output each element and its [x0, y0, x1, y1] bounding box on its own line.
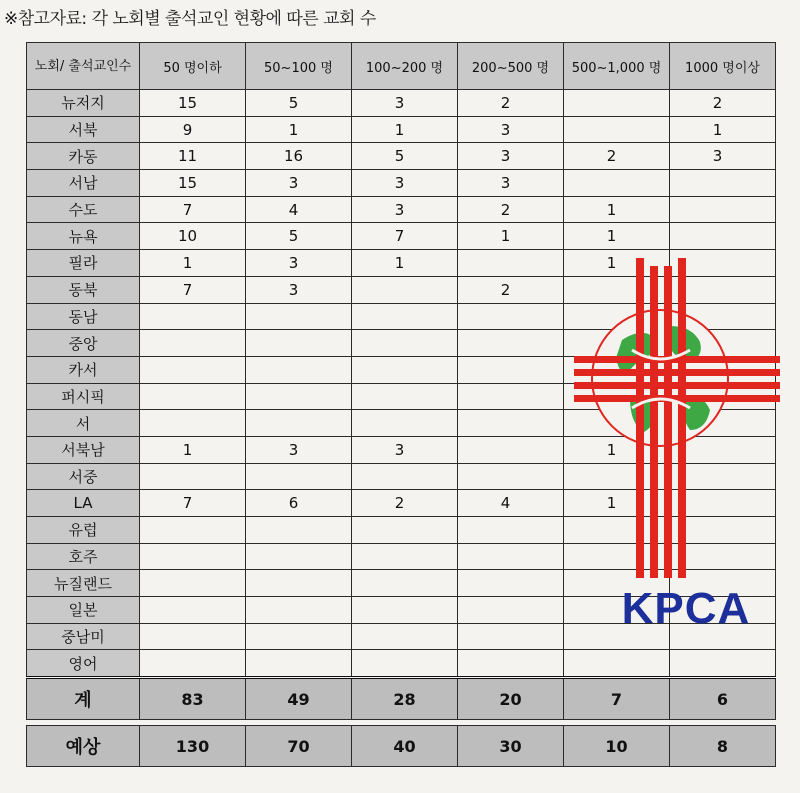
expected-row [27, 726, 776, 767]
row-label: 서중 [27, 463, 140, 490]
expected-row-label: 예상 [27, 726, 140, 767]
table-cell: 2 [458, 196, 564, 223]
table-cell [670, 650, 776, 678]
table-cell [352, 383, 458, 410]
table-cell [670, 196, 776, 223]
table-cell: 2 [458, 276, 564, 303]
table-cell: 3 [246, 250, 352, 277]
table-cell [246, 543, 352, 570]
table-cell [246, 597, 352, 624]
table-cell: 7 [140, 276, 246, 303]
table-cell: 3 [458, 116, 564, 143]
table-cell: 1 [458, 223, 564, 250]
table-cell [352, 356, 458, 383]
table-cell [458, 517, 564, 544]
table-cell [246, 303, 352, 330]
expected-row-cell: 10 [564, 726, 670, 767]
table-cell: 11 [140, 143, 246, 170]
table-cell [246, 383, 352, 410]
table-cell [352, 517, 458, 544]
table-cell [140, 303, 246, 330]
table-cell: 3 [246, 436, 352, 463]
total-row-cell: 49 [246, 678, 352, 720]
row-label: 뉴욕 [27, 223, 140, 250]
row-label: 중남미 [27, 623, 140, 650]
total-row-label: 계 [27, 678, 140, 720]
table-cell [140, 650, 246, 678]
table-cell: 4 [246, 196, 352, 223]
table-cell: 1 [564, 436, 670, 463]
caption: ※참고자료: 각 노회별 출석교인 현황에 따른 교회 수 [4, 9, 376, 29]
table-cell [352, 330, 458, 357]
column-header: 100~200 명 [352, 43, 458, 90]
table-cell [140, 410, 246, 437]
table-cell [140, 623, 246, 650]
table-cell: 1 [670, 116, 776, 143]
table-cell: 5 [246, 223, 352, 250]
row-label: 유럽 [27, 517, 140, 544]
row-label: 서 [27, 410, 140, 437]
table-cell [246, 356, 352, 383]
table-cell: 15 [140, 170, 246, 197]
table-cell [458, 650, 564, 678]
table-cell [246, 463, 352, 490]
table-cell: 1 [564, 223, 670, 250]
table-cell [458, 410, 564, 437]
table-cell: 7 [352, 223, 458, 250]
column-header: 1000 명이상 [670, 43, 776, 90]
expected-row-cell: 70 [246, 726, 352, 767]
total-row-cell: 6 [670, 678, 776, 720]
table-cell: 16 [246, 143, 352, 170]
table-cell: 2 [670, 90, 776, 117]
table-cell: 3 [352, 196, 458, 223]
row-label: 서북 [27, 116, 140, 143]
table-cell [352, 410, 458, 437]
table-cell: 3 [670, 143, 776, 170]
header-row [27, 43, 776, 90]
table-cell: 1 [140, 436, 246, 463]
table-cell: 1 [564, 490, 670, 517]
table-cell [458, 597, 564, 624]
table-row [27, 223, 776, 250]
table-cell: 3 [352, 436, 458, 463]
row-label: 수도 [27, 196, 140, 223]
table-row [27, 143, 776, 170]
table-cell [458, 330, 564, 357]
table-cell [458, 436, 564, 463]
table-cell: 10 [140, 223, 246, 250]
column-header: 200~500 명 [458, 43, 564, 90]
table-cell [352, 570, 458, 597]
table-cell: 4 [458, 490, 564, 517]
table-cell [246, 570, 352, 597]
table-row [27, 196, 776, 223]
row-label: 뉴질랜드 [27, 570, 140, 597]
table-cell: 3 [352, 90, 458, 117]
kpca-logo-text: KPCA [621, 584, 751, 633]
table-cell: 1 [352, 116, 458, 143]
row-label: 뉴저지 [27, 90, 140, 117]
table-cell [246, 330, 352, 357]
table-cell [564, 170, 670, 197]
row-label: 퍼시픽 [27, 383, 140, 410]
total-row-cell: 28 [352, 678, 458, 720]
table-cell [246, 623, 352, 650]
table-cell [670, 170, 776, 197]
table-cell [670, 223, 776, 250]
row-label: 동북 [27, 276, 140, 303]
row-label: 영어 [27, 650, 140, 678]
table-cell [246, 517, 352, 544]
table-cell: 3 [458, 170, 564, 197]
row-label: 동남 [27, 303, 140, 330]
table-cell: 1 [352, 250, 458, 277]
kpca-cross-logo [570, 258, 790, 638]
column-header: 50~100 명 [246, 43, 352, 90]
table-cell [352, 303, 458, 330]
table-cell [458, 383, 564, 410]
total-row-cell: 20 [458, 678, 564, 720]
table-cell: 2 [352, 490, 458, 517]
table-cell [246, 650, 352, 678]
column-header: 500~1,000 명 [564, 43, 670, 90]
row-label: 카서 [27, 356, 140, 383]
table-cell [140, 543, 246, 570]
table-cell: 3 [458, 143, 564, 170]
table-cell [352, 276, 458, 303]
table-cell [140, 383, 246, 410]
table-cell [564, 90, 670, 117]
table-cell: 2 [564, 143, 670, 170]
table-cell [458, 303, 564, 330]
table-cell: 7 [140, 196, 246, 223]
table-cell: 1 [564, 196, 670, 223]
table-cell: 15 [140, 90, 246, 117]
table-cell: 3 [352, 170, 458, 197]
row-label: 호주 [27, 543, 140, 570]
table-cell: 1 [140, 250, 246, 277]
table-cell [352, 597, 458, 624]
table-cell [564, 116, 670, 143]
table-row [27, 650, 776, 678]
row-label: 서남 [27, 170, 140, 197]
table-cell [140, 597, 246, 624]
table-cell [352, 650, 458, 678]
table-cell [458, 570, 564, 597]
row-label: 일본 [27, 597, 140, 624]
expected-row-cell: 30 [458, 726, 564, 767]
table-cell [140, 463, 246, 490]
table-cell [352, 543, 458, 570]
table-cell [352, 623, 458, 650]
table-cell [458, 623, 564, 650]
table-cell: 5 [352, 143, 458, 170]
table-cell [140, 330, 246, 357]
expected-row-cell: 130 [140, 726, 246, 767]
table-cell [140, 570, 246, 597]
total-row-cell: 83 [140, 678, 246, 720]
expected-row-cell: 40 [352, 726, 458, 767]
total-row [27, 678, 776, 720]
table-cell [458, 463, 564, 490]
table-row [27, 170, 776, 197]
table-cell: 3 [246, 276, 352, 303]
table-cell [140, 356, 246, 383]
row-label: 서북남 [27, 436, 140, 463]
table-cell: 5 [246, 90, 352, 117]
total-row-cell: 7 [564, 678, 670, 720]
table-cell [458, 543, 564, 570]
row-label: 필라 [27, 250, 140, 277]
table-cell: 2 [458, 90, 564, 117]
row-label: 중앙 [27, 330, 140, 357]
table-cell: 3 [246, 170, 352, 197]
table-cell [564, 650, 670, 678]
column-header: 50 명이하 [140, 43, 246, 90]
table-cell [458, 356, 564, 383]
row-label: LA [27, 490, 140, 517]
table-cell: 6 [246, 490, 352, 517]
table-cell: 1 [246, 116, 352, 143]
table-row [27, 90, 776, 117]
expected-row-cell: 8 [670, 726, 776, 767]
table-cell [458, 250, 564, 277]
table-cell: 9 [140, 116, 246, 143]
table-cell [246, 410, 352, 437]
table-cell: 1 [564, 250, 670, 277]
table-cell [140, 517, 246, 544]
row-label: 카동 [27, 143, 140, 170]
table-cell: 7 [140, 490, 246, 517]
table-row [27, 116, 776, 143]
table-cell [352, 463, 458, 490]
corner-header: 노회/ 출석교인수 [27, 43, 140, 90]
